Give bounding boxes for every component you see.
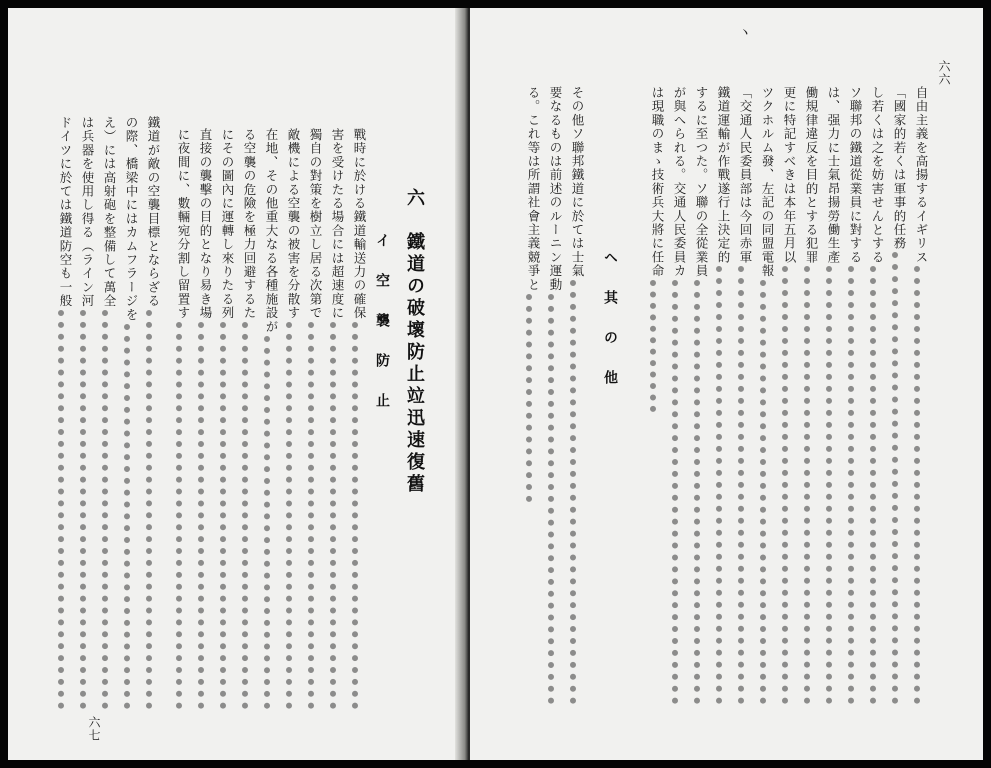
right-page <box>470 8 983 760</box>
text-column: 「交通人民委員部は今回赤軍 <box>734 86 756 708</box>
page-number-left: 六七 <box>87 716 101 742</box>
text-column: る空襲の危險を極力回避するた <box>238 128 260 713</box>
text-column: る。これ等は所謂社會主義競爭と <box>522 86 544 506</box>
subheading-air-raid: イ 空 襲 防 止 <box>374 233 390 413</box>
scan-speck: ヽ <box>738 25 752 41</box>
text-column: 獨自の對策を樹立し居る次第で <box>304 128 326 713</box>
subheading-other: ヘ 其 の 他 <box>602 250 618 390</box>
page-number-right: 六六 <box>937 60 951 86</box>
text-column: 鐵道運輸が作戰遂行上決定的 <box>712 86 734 708</box>
text-column: 更に特記すべきは本年五月以 <box>778 86 800 708</box>
text-column: ツクホルム發、左記の同盟電報 <box>756 86 778 708</box>
text-column: 「國家的若くは軍事的任務 <box>888 86 910 708</box>
text-column: 戰時に於ける鐵道輸送力の確保 <box>348 128 370 713</box>
text-column: は兵器を使用し得る（ライン河 <box>76 116 98 713</box>
text-column: え）には高射砲を整備して萬全 <box>98 116 120 713</box>
text-column: その他ソ聯邦鐵道に於ては士氣 <box>566 86 588 708</box>
text-column: し若くは之を妨害せんとする <box>866 86 888 708</box>
text-column: 直接の襲擊の目的となり易き場 <box>194 128 216 713</box>
text-column: ソ聯邦の鐵道從業員に對する <box>844 86 866 708</box>
text-column: 敵機による空襲の被害を分散す <box>282 128 304 713</box>
section-heading: 六 鐵道の破壞防止竝迅速復舊 <box>404 188 425 496</box>
text-column: するに至つた。ソ聯の全從業員 <box>690 86 712 708</box>
text-column: 在地、その他重大なる各種施設が <box>260 128 282 713</box>
text-column: 働規律違反を目的とする犯罪 <box>800 86 822 708</box>
text-column: にその圖內に運轉し來りたる列 <box>216 128 238 713</box>
text-column: 害を受けたる場合には超速度に <box>326 128 348 713</box>
left-page <box>8 8 463 760</box>
text-column: 鐵道が敵の空襲目標とならざる <box>142 116 164 713</box>
text-column: の際、橋梁中にはカムフラージを <box>120 116 142 713</box>
text-column: は現職のまゝ技術兵大將に任命 <box>646 86 668 416</box>
text-column: ドイツに於ては鐵道防空も一般 <box>54 116 76 713</box>
text-column: に夜間に、數輛宛分割し留置す <box>172 128 194 713</box>
text-column: 自由主義を高揚するイギリス <box>910 86 932 708</box>
text-column: が與へられる。交通人民委員カ <box>668 86 690 708</box>
text-column: は、强力に士氣昂揚勞働生產 <box>822 86 844 708</box>
text-column: 要なるものは前述のルーニン運動 <box>544 86 566 708</box>
